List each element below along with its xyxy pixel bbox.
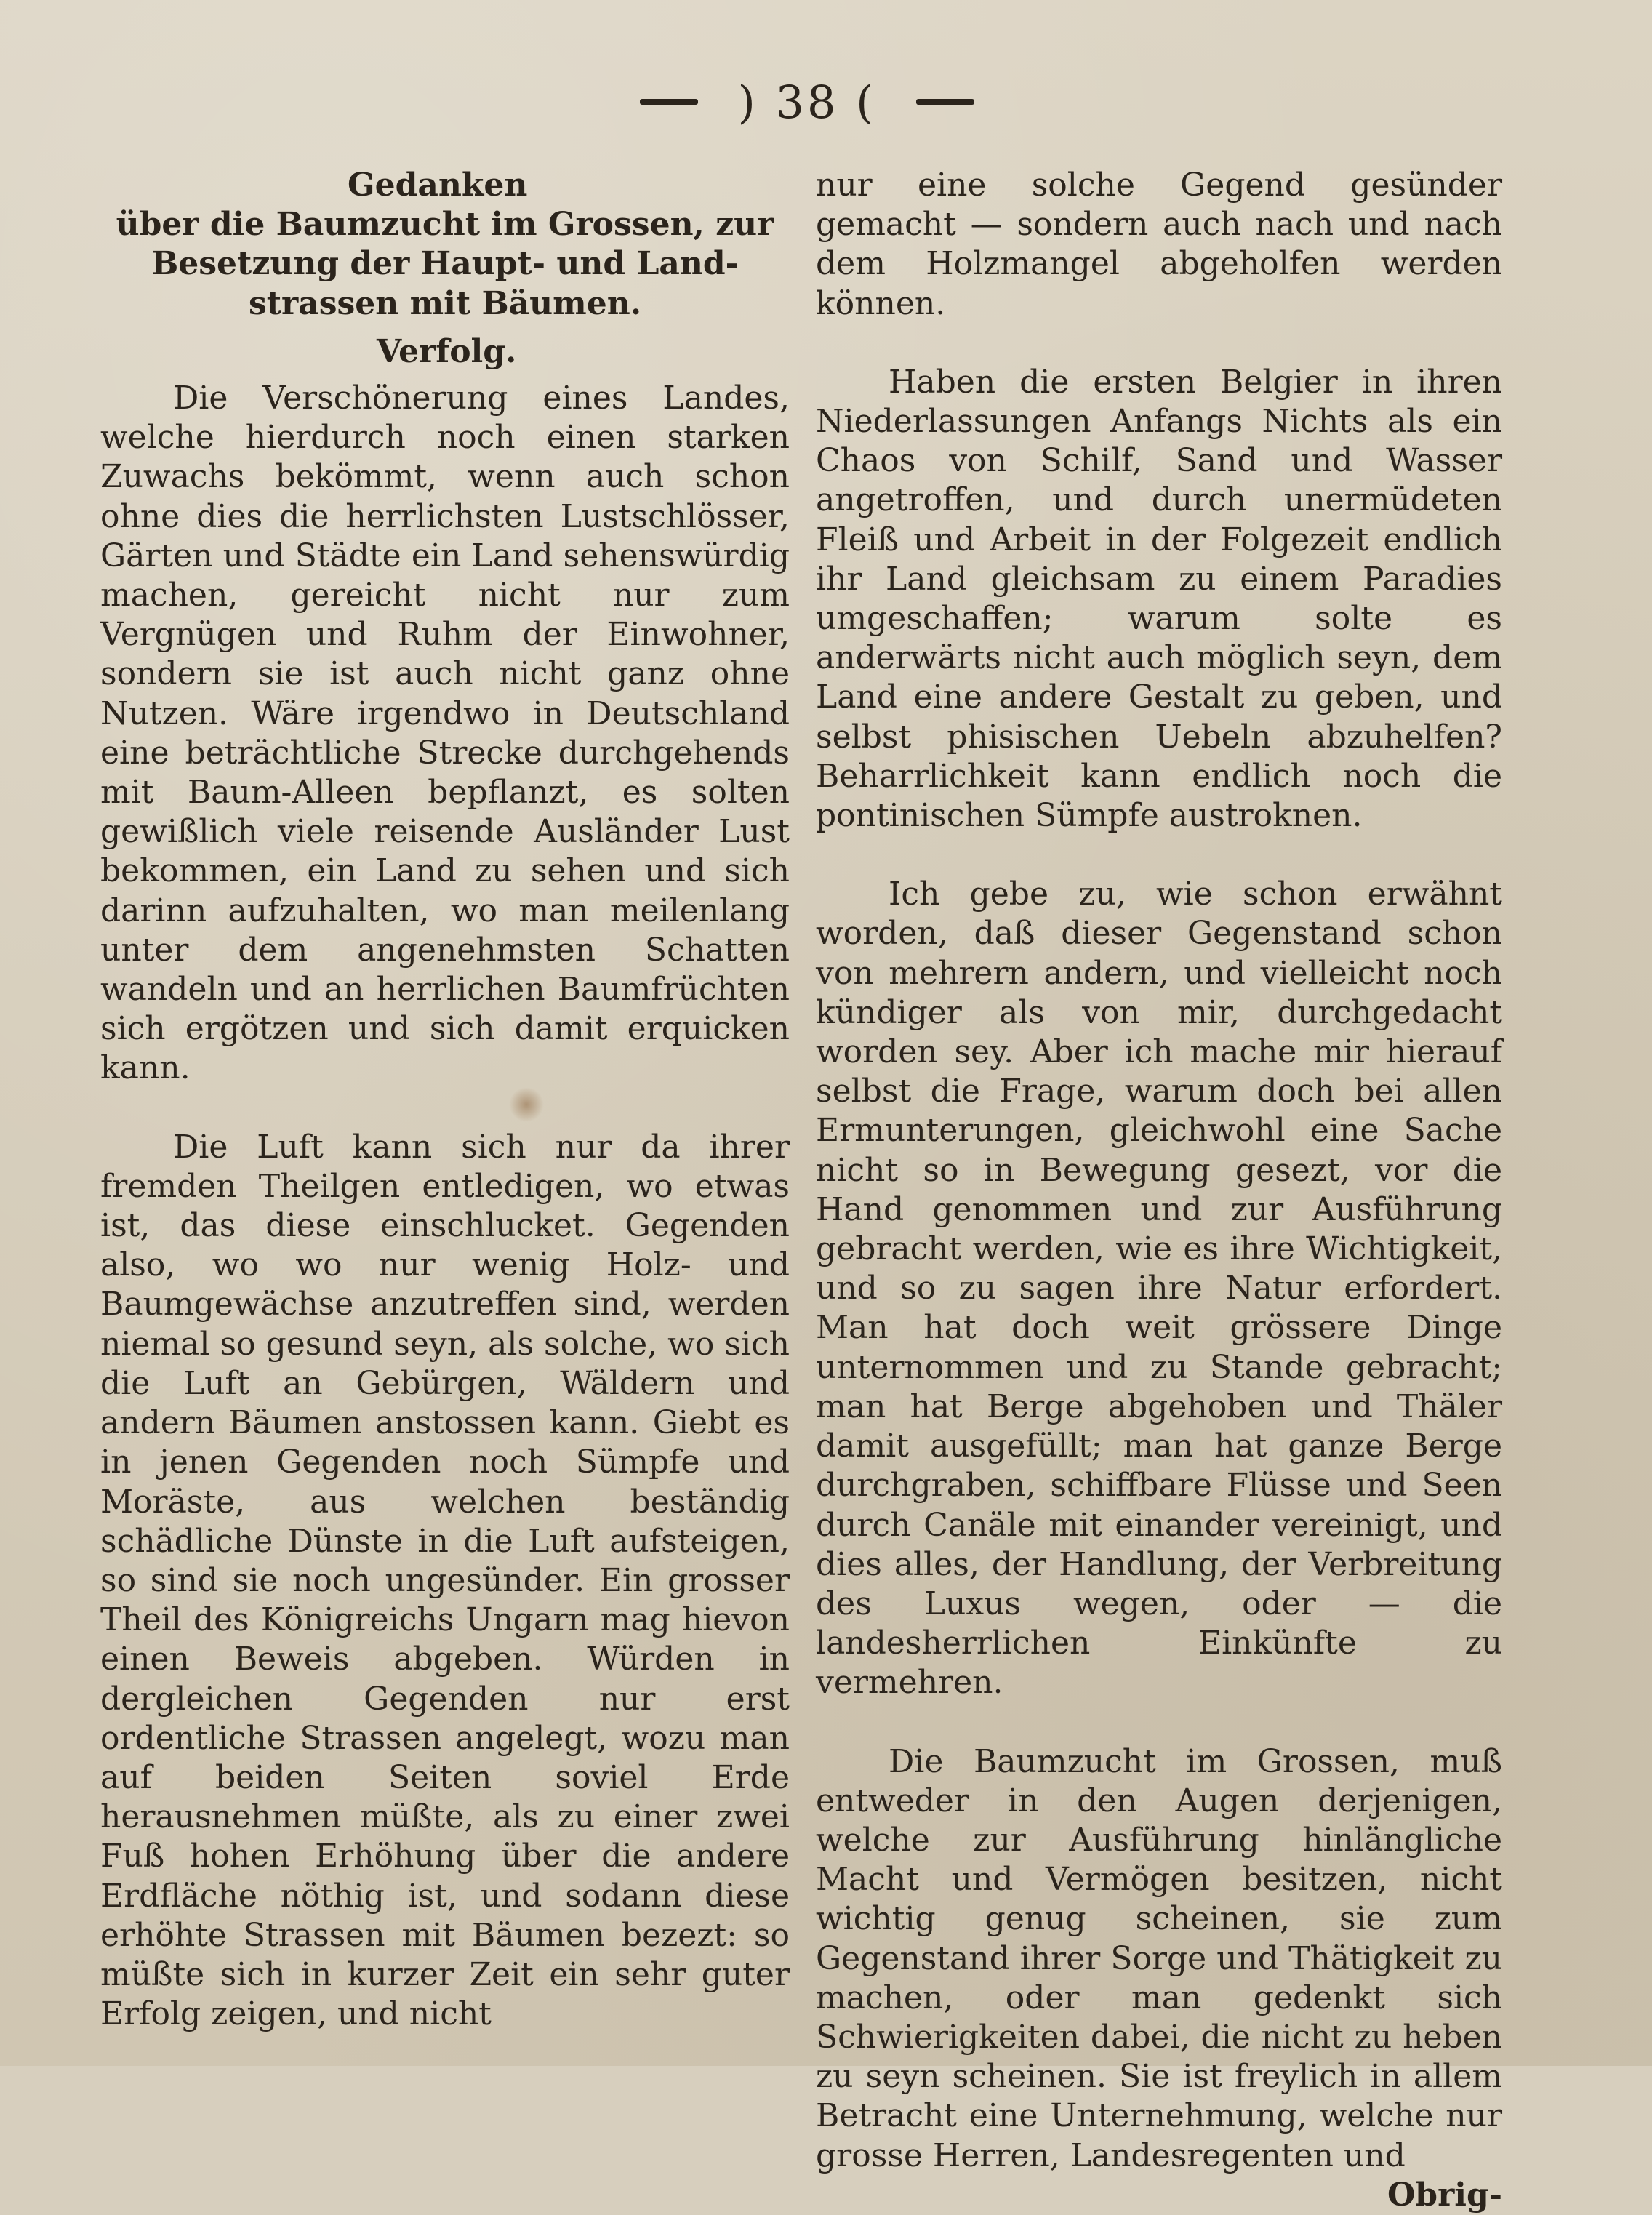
right-paragraph-2: Haben die ersten Belgier in ihren Niederlassungen Anfangs Nichts als ein Chaos von Schilf, Sand und Wasser angetroffen, und durch unermüdeten Fleiß und Arbeit in der Folgezeit endlich ihr Land gleichsam zu einem Paradies umgeschaffen; warum solte es anderwärts nicht auch möglich seyn, dem Land eine andere Gestalt zu geben, und selbst phisischen Uebeln abzuhelfen? Beharrlichkeit kann endlich noch die pontinischen Sümpfe austroknen.	[816, 363, 1502, 835]
title-line-4: strassen mit Bäumen.	[248, 284, 642, 322]
right-paragraph-4: Die Baumzucht im Grossen, muß entweder in den Augen derjenigen, welche zur Ausführung hinlängliche Macht und Vermögen besitzen, nicht wichtig genug scheinen, sie zum Gegenstand ihrer Sorge und Thätigkeit zu machen, oder man gedenkt sich Schwierigkeiten dabei, die nicht zu heben zu seyn scheinen. Sie ist freylich in allem Betracht eine Unternehmung, welche nur grosse Herren, Landesregenten und	[816, 1742, 1502, 2174]
section-subhead: Verfolg.	[377, 332, 517, 370]
right-paragraph-3: Ich gebe zu, wie schon erwähnt worden, daß dieser Gegenstand schon von mehrern andern, und vielleicht noch kündiger als von mir, durchgedacht worden sey. Aber ich mache mir hierauf selbst die Frage, warum doch bei allen Ermunterungen, gleichwohl eine Sache nicht so in Bewegung gesezt, vor die Hand genommen und zur Ausführung gebracht werden, wie es ihre Wichtigkeit, und so zu sagen ihre Natur erfordert. Man hat doch weit grössere Dinge unternommen und zu Stande gebracht; man hat Berge abgehoben und Thäler damit ausgefüllt; man hat ganze Berge durchgraben, schiffbare Flüsse und Seen durch Canäle mit einander vereinigt, und dies alles, der Handlung, der Verbreitung des Luxus wegen, oder — die landesherrlichen Einkünfte zu vermehren.	[816, 876, 1502, 1702]
left-paragraph-2: Die Luft kann sich nur da ihrer fremden Theilgen entledigen, wo etwas ist, das diese einschlucket. Gegenden also, wo wo nur wenig Holz- und Baumgewächse anzutreffen sind, werden niemal so gesund seyn, als solche, wo sich die Luft an Gebürgen, Wäldern und andern Bäumen anstossen kann. Giebt es in jenen Gegenden noch Sümpfe und Moräste, aus welchen beständig schädliche Dünste in die Luft aufsteigen, so sind sie noch ungesünder. Ein grosser Theil des Königreichs Ungarn mag hievon einen Beweis abgeben. Würden in dergleichen Gegenden nur erst ordentliche Strassen angelegt, wozu man auf beiden Seiten soviel Erde herausnehmen müßte, als zu einer zwei Fuß hohen Erhöhung über die andere Erdfläche nöthig ist, und sodann diese erhöhte Strassen mit Bäumen bezezt: so müßte sich in kurzer Zeit ein sehr guter Erfolg zeigen, und nicht	[100, 1128, 790, 2033]
right-paragraph-continuation: nur eine solche Gegend gesünder gemacht — sondern auch nach und nach dem Holzmangel abgeholfen werden können.	[816, 167, 1502, 322]
left-column	[100, 166, 790, 2034]
page-number: ) 38 (	[737, 75, 877, 129]
title-line-1: Gedanken	[348, 167, 528, 204]
page-header	[640, 73, 974, 131]
left-paragraph-1: Die Verschönerung eines Landes, welche hierdurch noch einen starken Zuwachs bekömmt, wenn auch schon ohne dies die herrlichsten Lustschlösser, Gärten und Städte ein Land sehenswürdig machen, gereicht nicht nur zum Vergnügen und Ruhm der Einwohner, sondern sie ist auch nicht ganz ohne Nutzen. Wäre irgendwo in Deutschland eine beträchtliche Strecke durchgehends mit Baum-Alleen bepflanzt, es solten gewißlich viele reisende Ausländer Lust bekommen, ein Land zu sehen und sich darinn aufzuhalten, wo man meilenlang unter dem angenehmsten Schatten wandeln und an herrlichen Baumfrüchten sich ergötzen und sich damit erquicken kann.	[100, 380, 790, 1087]
title-line-2: über die Baumzucht im Grossen, zur	[116, 206, 774, 244]
catchword: Obrig-	[1387, 2176, 1502, 2214]
title-line-3: Besetzung der Haupt- und Land-	[151, 245, 739, 283]
header-dash-right	[916, 99, 974, 105]
header-dash-left	[640, 99, 698, 105]
article-title	[100, 166, 790, 324]
right-column	[816, 166, 1502, 2215]
